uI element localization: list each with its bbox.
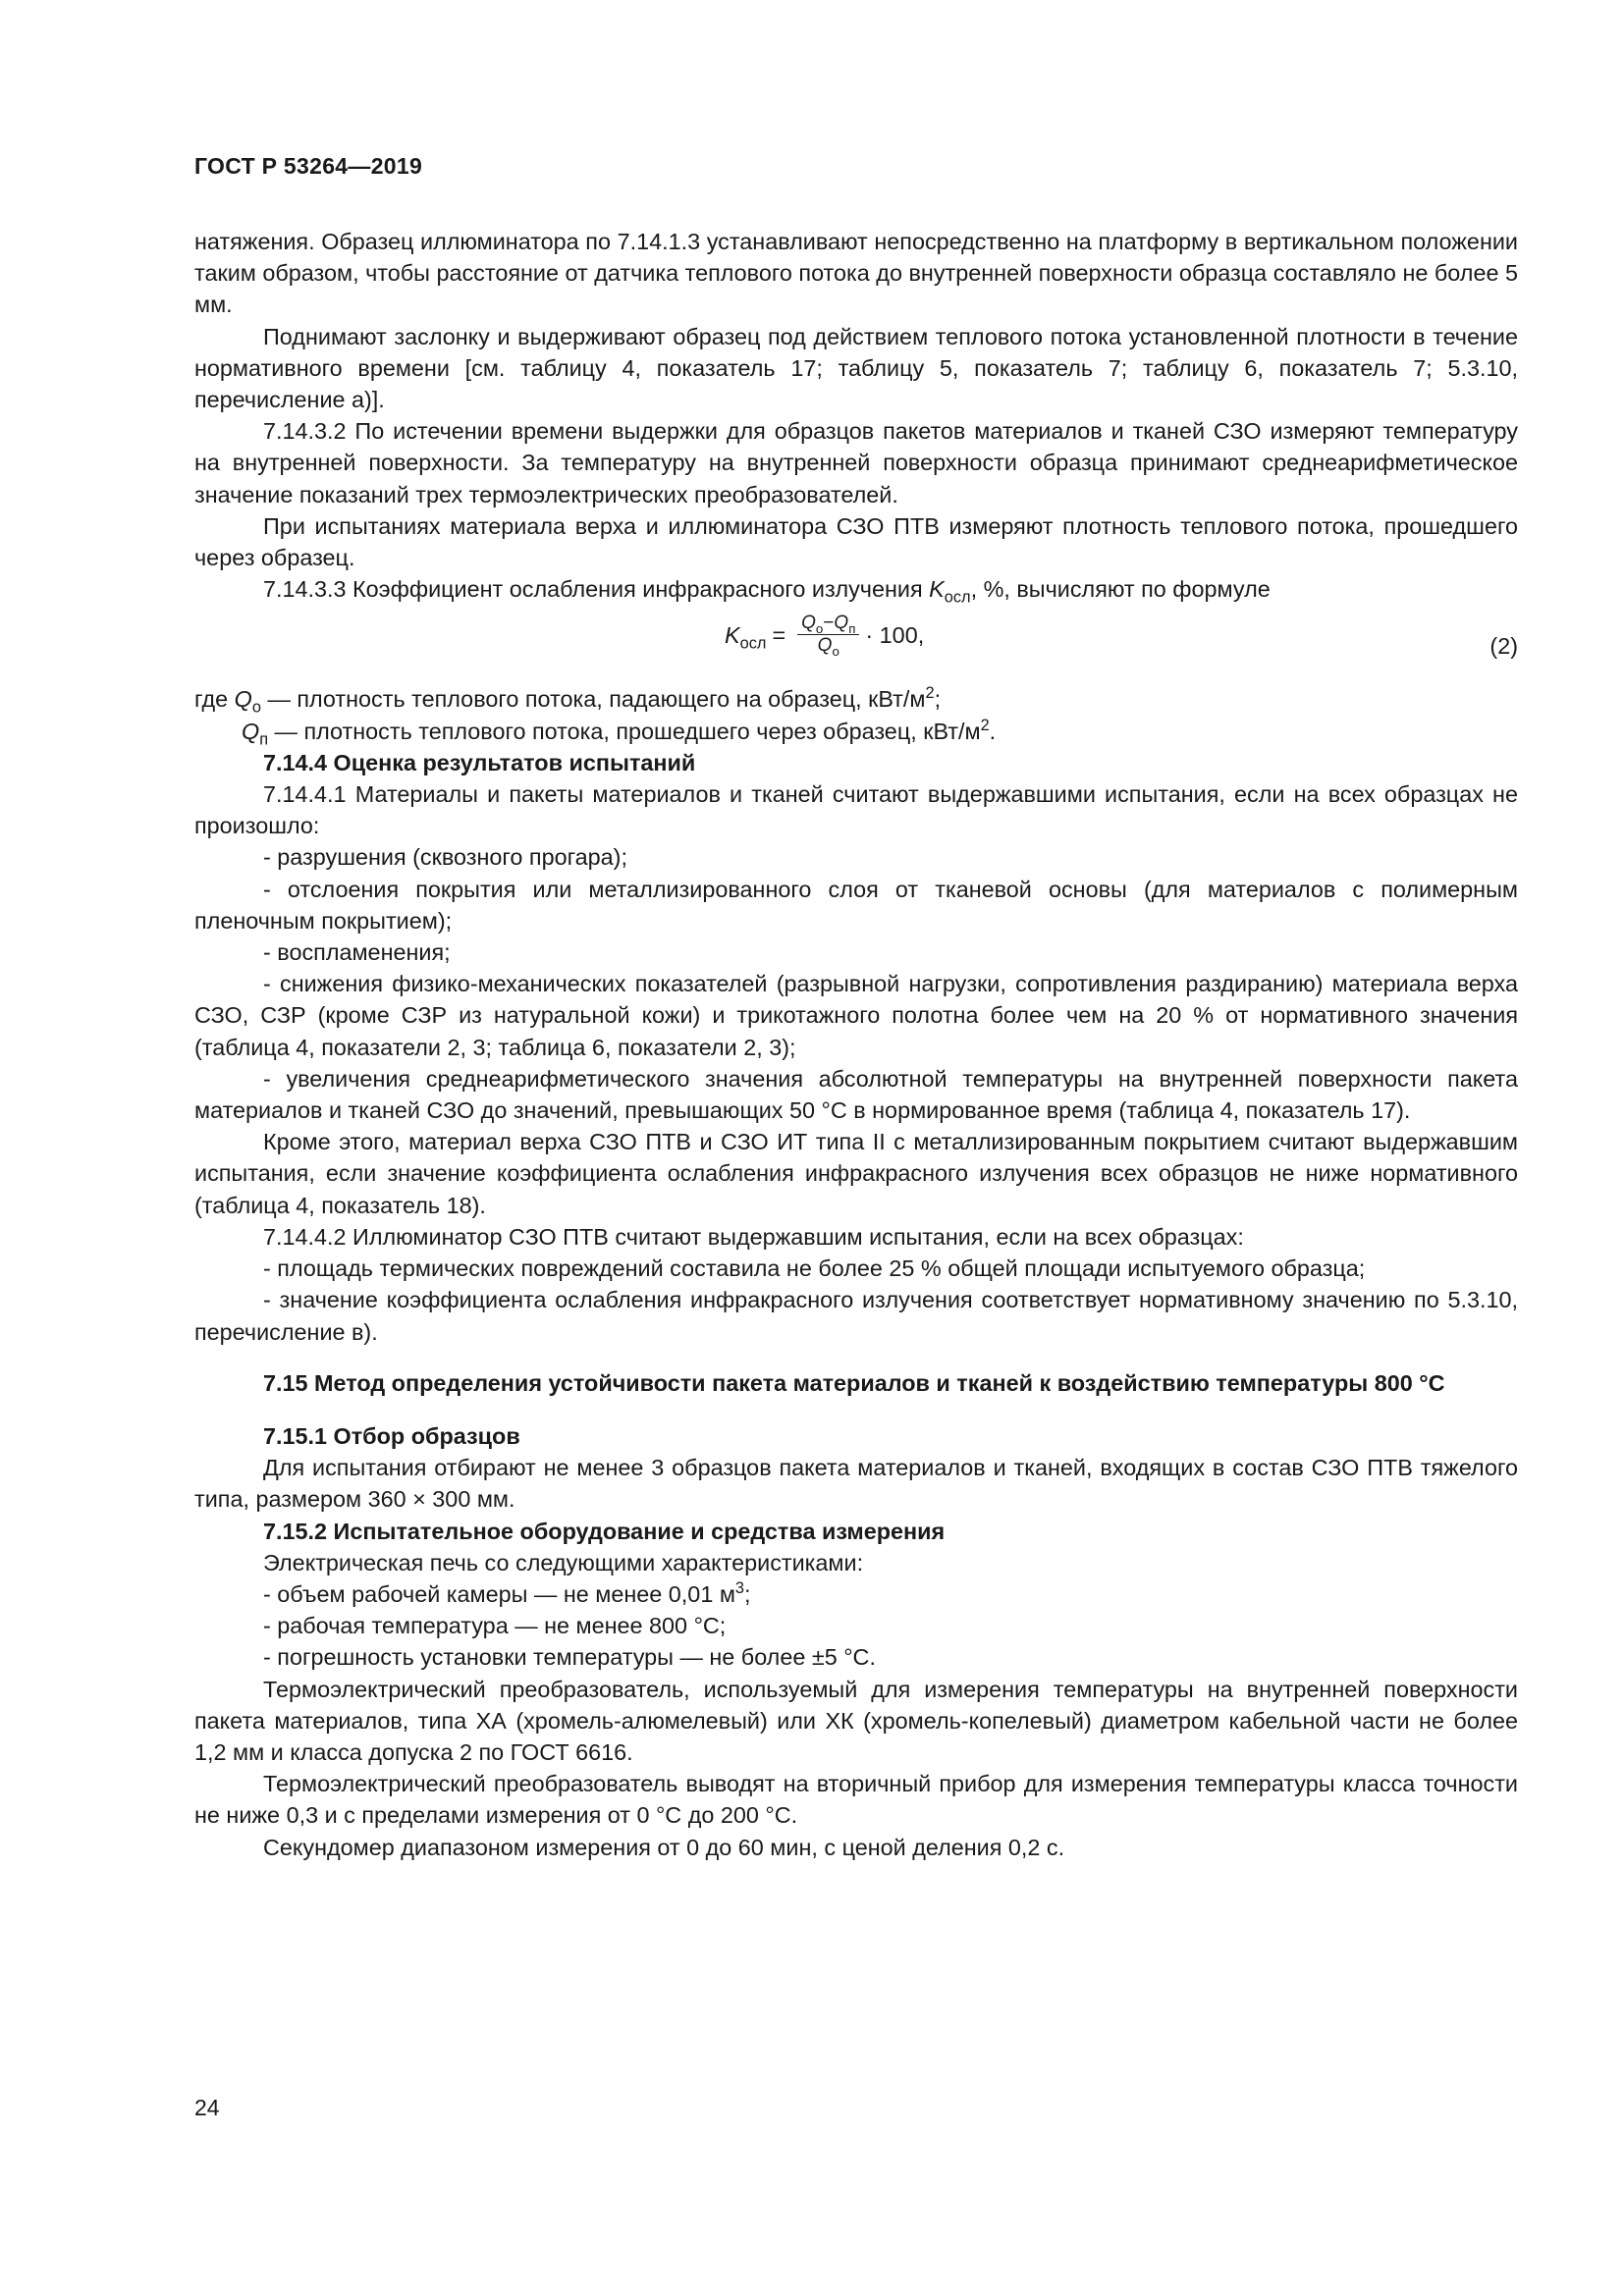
subscript: о (832, 644, 839, 660)
list-item: - разрушения (сквозного прогара); (263, 844, 627, 871)
formula-lhs: K (725, 621, 740, 648)
list-item (194, 1578, 1518, 1610)
formula-lhs-sub: осл (739, 634, 767, 653)
subscript: п (848, 621, 856, 637)
document-header: ГОСТ Р 53264—2019 (194, 153, 423, 179)
text: ; (744, 1580, 751, 1607)
formula-expression (725, 613, 925, 660)
formula-tail: · 100, (865, 621, 925, 648)
symbol-q: Q (801, 613, 816, 634)
paragraph: Кроме этого, материал верха СЗО ПТВ и СЗО ИТ типа II с металлизированным покрытием считают выдержавшим испытания, если значение коэффициента ослабления инфракрасного излучения всех образцов не ниже нормативного (таблица 4, показатель 18). (194, 1129, 1518, 1218)
paragraph: натяжения. Образец иллюминатора по 7.14.1.3 устанавливают непосредственно на платформу в вертикальном положении таким образом, чтобы расстояние от датчика теплового потока до внутренней поверхности образца составляло не более 5 мм. (194, 229, 1518, 318)
fraction-denominator (817, 635, 839, 660)
symbol-q: Q (234, 686, 252, 713)
where-line-2 (194, 716, 1518, 747)
formula-number: (2) (1489, 633, 1518, 660)
text: ; (934, 686, 942, 713)
minus-sign: − (823, 613, 835, 634)
paragraph: При испытаниях материала верха и иллюминатора СЗО ПТВ измеряют плотность теплового потока, прошедшего через образец. (194, 512, 1518, 571)
text: — плотность теплового потока, падающего на образец, кВт/м (260, 686, 926, 713)
text: где (194, 686, 235, 713)
list-item: - воспламенения; (263, 939, 451, 966)
text: - объем рабочей камеры — не менее 0,01 м (263, 1580, 735, 1607)
paragraph-formula-intro (194, 573, 1518, 605)
list-item: - увеличения среднеарифметического значения абсолютной температуры на внутренней поверхности пакета материалов и тканей СЗО до значений, превышающих 50 °С в нормированное время (таблица 4, показатель 17). (194, 1065, 1518, 1124)
list-item: - погрешность установки температуры — не более ±5 °С. (263, 1644, 876, 1671)
subscript: осл (944, 588, 971, 607)
formula-equals: = (772, 621, 786, 648)
fraction-numerator (797, 613, 859, 637)
page-body (194, 226, 1518, 1863)
paragraph: Электрическая печь со следующими характеристиками: (263, 1549, 864, 1575)
list-item: - снижения физико-механических показателей (разрывной нагрузки, сопротивления раздиранию) материала верха СЗО, СЗР (кроме СЗР из натуральной кожи) и трикотажного полотна более чем на 20 % от нормативного значения (таблица 4, показатели 2, 3; таблица 6, показатели 2, 3); (194, 971, 1518, 1060)
paragraph: 7.14.4.1 Материалы и пакеты материалов и тканей считают выдержавшими испытания, если на всех образцах не произошло: (194, 781, 1518, 839)
paragraph: Для испытания отбирают не менее 3 образцов пакета материалов и тканей, входящих в состав СЗО ПТВ тяжелого типа, размером 360 × 300 мм. (194, 1455, 1518, 1513)
list-item: - площадь термических повреждений составила не более 25 % общей площади испытуемого образца; (263, 1255, 1366, 1282)
text: , %, вычисляют по формуле (970, 576, 1271, 603)
subscript: о (251, 699, 261, 718)
list-item: - значение коэффициента ослабления инфракрасного излучения соответствует нормативному значению по 5.3.10, перечисление в). (194, 1287, 1518, 1345)
section-heading: 7.14.4 Оценка результатов испытаний (263, 749, 696, 775)
superscript: 2 (980, 716, 990, 734)
paragraph: Термоэлектрический преобразователь, используемый для измерения температуры на внутренней поверхности пакета материалов, типа ХА (хромель-алюмелевый) или ХК (хромель-копелевый) диаметром кабельной части не более 1,2 мм и класса допуска 2 по ГОСТ 6616. (194, 1676, 1518, 1765)
section-heading: 7.15.1 Отбор образцов (263, 1422, 520, 1449)
symbol-q: Q (834, 613, 849, 634)
paragraph: 7.14.4.2 Иллюминатор СЗО ПТВ считают выдержавшим испытания, если на всех образцах: (263, 1223, 1244, 1250)
section-heading: 7.15.2 Испытательное оборудование и средства измерения (263, 1518, 946, 1544)
paragraph: Термоэлектрический преобразователь выводят на вторичный прибор для измерения температуры класса точности не ниже 0,3 и с пределами измерения от 0 °С до 200 °С. (194, 1771, 1518, 1829)
text: — плотность теплового потока, прошедшего через образец, кВт/м (268, 718, 981, 744)
superscript: 3 (734, 1579, 745, 1598)
list-item: - отслоения покрытия или металлизированного слоя от тканевой основы (для материалов с полимерным пленочным покрытием); (194, 876, 1518, 934)
paragraph: Поднимают заслонку и выдерживают образец под действием теплового потока установленной плотности в течение нормативного времени [см. таблицу 4, показатель 17; таблицу 5, показатель 7; таблицу 6, показатель 7; 5.3.10, перечисление а)]. (194, 323, 1518, 413)
symbol-k: K (929, 576, 945, 603)
section-heading-7-15: 7.15 Метод определения устойчивости пакета материалов и тканей к воздействию температуры 800 °С (263, 1369, 1445, 1396)
subscript: о (815, 621, 824, 637)
formula-2 (194, 605, 1518, 683)
symbol-q: Q (242, 718, 260, 744)
subscript: п (259, 730, 269, 749)
formula-fraction (797, 613, 859, 660)
symbol-q: Q (817, 635, 833, 657)
list-item: - рабочая температура — не менее 800 °С; (263, 1613, 727, 1639)
paragraph: 7.14.3.2 По истечении времени выдержки для образцов пакетов материалов и тканей СЗО измеряют температуру на внутренней поверхности. За температуру на внутренней поверхности образца принимают среднеарифметическое значение показаний трех термоэлектрических преобразователей. (194, 418, 1518, 507)
page-number: 24 (194, 2095, 220, 2120)
superscript: 2 (925, 684, 935, 703)
text: 7.14.3.3 Коэффициент ослабления инфракрасного излучения (263, 576, 930, 603)
where-line-1 (194, 683, 1518, 718)
text: . (989, 718, 997, 744)
paragraph: Секундомер диапазоном измерения от 0 до 60 мин, с ценой деления 0,2 с. (263, 1834, 1065, 1860)
